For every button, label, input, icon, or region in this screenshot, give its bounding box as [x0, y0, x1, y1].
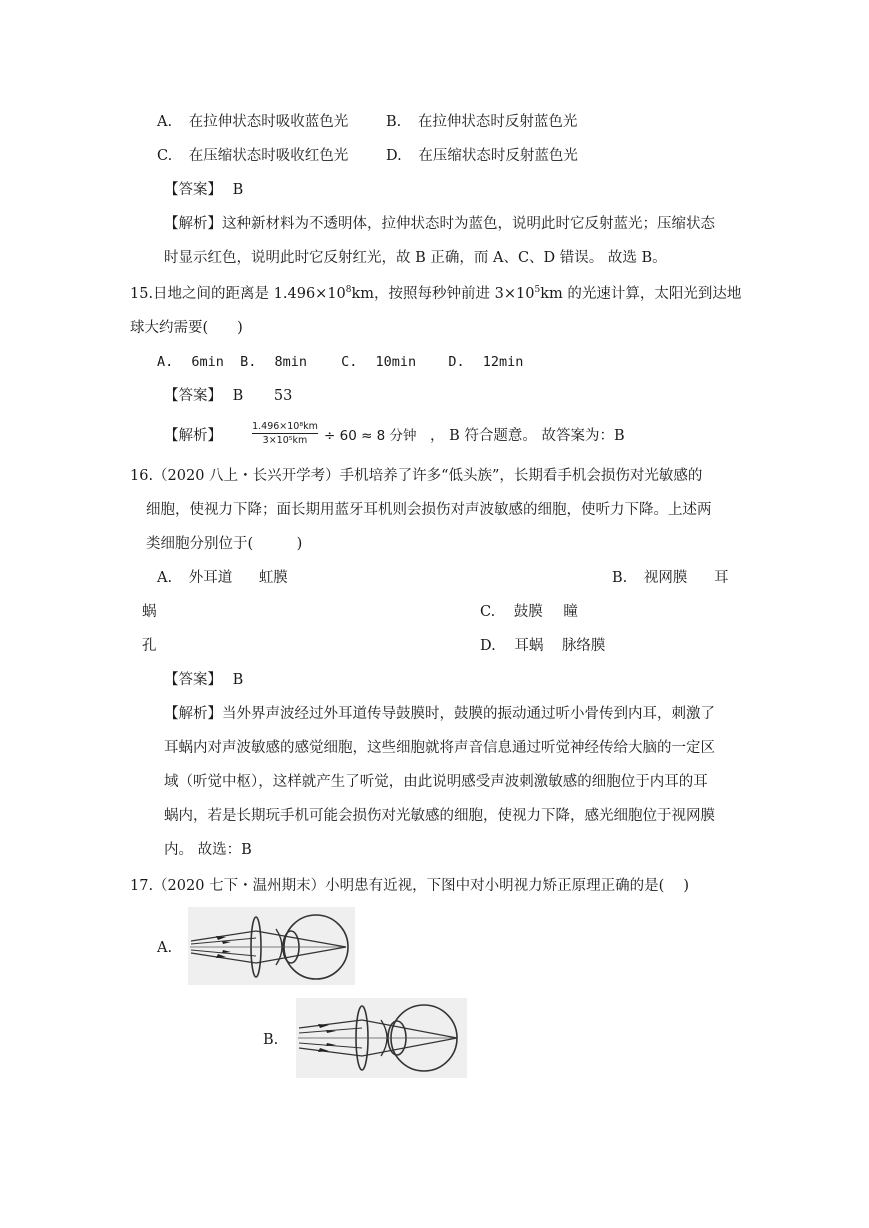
q15-options [157, 352, 523, 372]
option-text: 8min [274, 354, 307, 370]
analysis-text: 这种新材料为不透明体，拉伸状态时为蓝色，说明此时它反射蓝光；压缩状态 [222, 216, 715, 232]
fraction-numerator: 1.496×10⁸km [252, 421, 318, 432]
q16-analysis-line-4: 蜗内，若是长期玩手机可能会损伤对光敏感的细胞，使视力下降，感光细胞位于视网膜 [164, 808, 715, 824]
option-label: D. [480, 638, 496, 654]
q15-fraction [250, 421, 320, 449]
option-text: 脉络膜 [561, 638, 606, 654]
option-label: B. [386, 114, 402, 130]
answer-value: B [232, 182, 244, 198]
q16-option-a [157, 568, 288, 588]
answer-extra: 53 [273, 388, 293, 404]
answer-tag: 【答案】 [164, 182, 222, 198]
q16-stem-line-1: 16.（2020 八上・长兴开学考）手机培养了许多“低头族”，长期看手机会损伤对光敏感的 [130, 468, 703, 484]
q16-answer [164, 670, 243, 690]
q17-option-b-label: B. [263, 1032, 279, 1048]
answer-tag: 【答案】 [164, 672, 222, 688]
q15-stem-part: km，按照每秒钟前进 3×10 [351, 286, 535, 302]
q16-option-b-wrap: 蜗 [142, 604, 157, 620]
option-label: A. [157, 354, 174, 370]
option-text: 在压缩状态时反射蓝色光 [418, 148, 578, 164]
option-text: 6min [191, 354, 224, 370]
q15-stem-line-2: 球大约需要( ) [130, 320, 243, 336]
option-label: A. [157, 570, 173, 586]
q15-stem-line-1 [130, 284, 741, 304]
q17-option-a-diagram [188, 907, 355, 985]
q17-stem: 17.（2020 七下・温州期末）小明患有近视，下图中对小明视力矫正原理正确的是( ) [130, 878, 689, 894]
answer-value: B [232, 672, 244, 688]
q15-analysis-tail: ， B 符合题意。 故答案为：B [430, 428, 625, 444]
q16-stem-line-3: 类细胞分别位于( ) [146, 536, 303, 552]
q14-option-a [157, 112, 348, 132]
q15-analysis-tag: 【解析】 [164, 428, 222, 444]
q16-analysis-line-3: 域（听觉中枢），这样就产生了听觉，由此说明感受声波刺激敏感的细胞位于内耳的耳 [164, 774, 708, 790]
exponent: 5 [534, 285, 541, 295]
option-label: A. [157, 114, 173, 130]
q16-option-c [480, 602, 578, 622]
option-text: 鼓膜 [513, 604, 543, 620]
option-label: C. [341, 354, 358, 370]
q15-stem-part: 15.日地之间的距离是 1.496×10 [130, 286, 346, 302]
q14-analysis-line-1 [164, 214, 715, 234]
option-text: 耳 [713, 570, 729, 586]
option-label: D. [386, 148, 402, 164]
q14-answer [164, 180, 243, 200]
eye-lens-diagram-b [296, 998, 467, 1078]
analysis-text: 当外界声波经过外耳道传导鼓膜时，鼓膜的振动通过听小骨传到内耳，刺激了 [222, 706, 715, 722]
option-text: 外耳道 [188, 570, 233, 586]
q17-option-b-diagram [296, 998, 467, 1078]
option-text: 10min [375, 354, 417, 370]
q16-stem-line-2: 细胞，使视力下降；面长期用蓝牙耳机则会损伤对声波敏感的细胞，使听力下降。上述两 [146, 502, 712, 518]
option-text: 12min [482, 354, 524, 370]
option-text: 在压缩状态时吸收红色光 [188, 148, 349, 164]
fraction-bar [252, 433, 318, 434]
q16-analysis-line-2: 耳蜗内对声波敏感的感觉细胞，这些细胞就将声音信息通过听觉神经传给大脑的一定区 [164, 740, 715, 756]
eye-lens-diagram-a [188, 907, 355, 985]
analysis-tag: 【解析】 [164, 706, 222, 722]
option-text: 在拉伸状态时反射蓝色光 [417, 114, 578, 130]
q17-option-a-label: A. [157, 940, 173, 956]
option-label: C. [480, 604, 496, 620]
exponent: 8 [345, 285, 352, 295]
option-text: 虹膜 [258, 570, 288, 586]
option-label: D. [448, 354, 465, 370]
q16-option-b [612, 568, 728, 588]
fraction-denominator: 3×10⁵km [262, 435, 308, 446]
q16-analysis-line-1 [164, 704, 715, 724]
q16-analysis-line-5: 内。 故选：B [164, 842, 252, 858]
answer-tag: 【答案】 [164, 388, 222, 404]
option-label: C. [157, 148, 173, 164]
q15-stem-part: km 的光速计算，太阳光到达地 [540, 286, 742, 302]
option-text: 耳蜗 [514, 638, 544, 654]
q15-fraction-rest: ÷ 60 ≈ 8 分钟 [324, 428, 417, 444]
option-text: 在拉伸状态时吸收蓝色光 [188, 114, 349, 130]
option-text: 视网膜 [643, 570, 688, 586]
q16-option-d [480, 636, 605, 656]
q14-option-d [386, 146, 578, 166]
option-text: 瞳 [563, 604, 578, 620]
answer-value: B [232, 388, 244, 404]
option-label: B. [240, 354, 257, 370]
analysis-tag: 【解析】 [164, 216, 222, 232]
q14-option-c [157, 146, 348, 166]
q14-analysis-line-2: 时显示红色，说明此时它反射红光，故 B 正确，而 A、C、D 错误。 故选 B。 [164, 250, 667, 266]
q14-option-b [386, 112, 577, 132]
q16-option-c-wrap: 孔 [142, 638, 157, 654]
q15-answer [164, 386, 292, 406]
option-label: B. [612, 570, 628, 586]
